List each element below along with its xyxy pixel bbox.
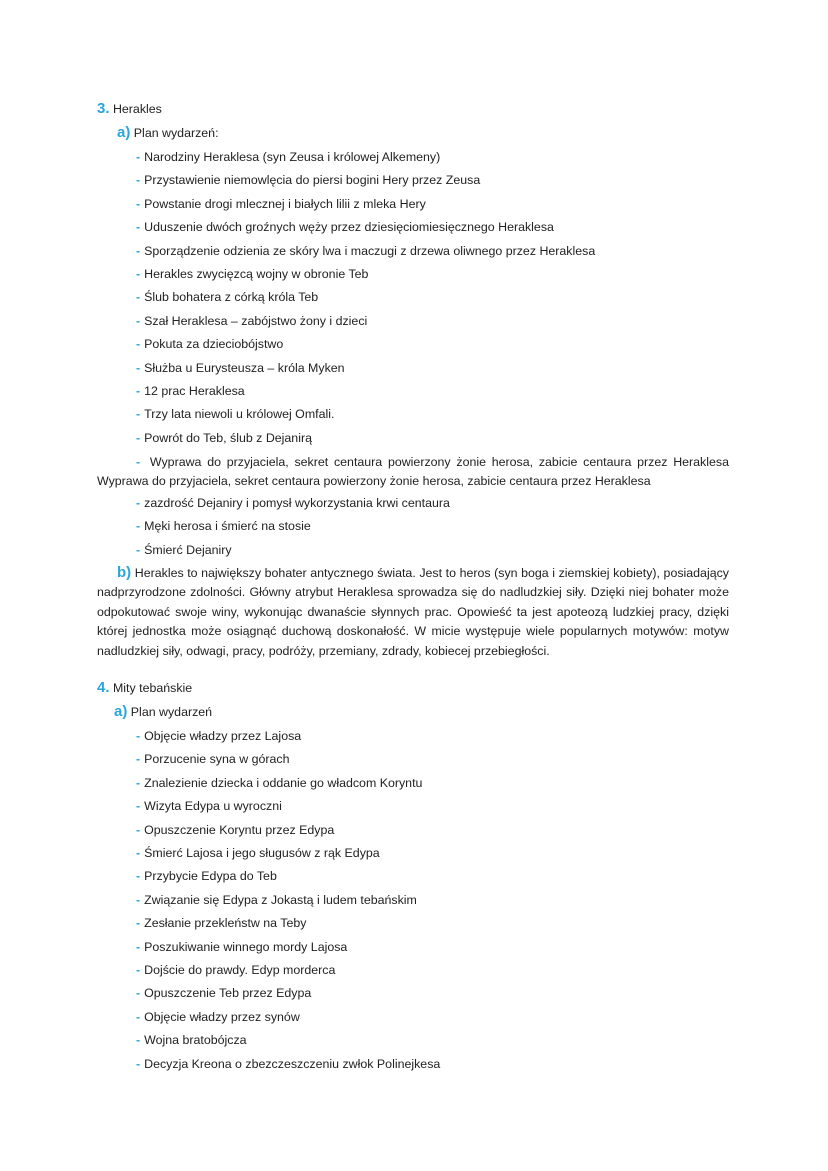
description-line-2: nadprzyrodzone zdolności. Główny atrybut Heraklesa sprowadza się do nadludzkiej siły. Dzięki niej bohater może <box>97 585 729 600</box>
list-item-text: Poszukiwanie winnego mordy Lajosa <box>144 939 348 954</box>
list-item <box>136 822 334 838</box>
subsection-label: Plan wydarzeń <box>130 705 213 719</box>
list-item-text: Powrót do Teb, ślub z Dejanirą <box>144 430 312 445</box>
bullet-dash: - <box>136 360 141 375</box>
bullet-dash: - <box>136 799 141 814</box>
bullet-dash: - <box>136 220 141 235</box>
bullet-dash: - <box>136 313 141 328</box>
bullet-dash: - <box>136 173 141 188</box>
bullet-dash: - <box>136 775 141 790</box>
list-item-text: Znalezienie dziecka i oddanie go władcom Koryntu <box>144 775 423 790</box>
description-line-3: odpokutować swoje winy, wykonując dwanaście słynnych prac. Opowieść ta jest apoteozą ludzkiej pracy, dzięki <box>97 604 729 619</box>
list-item-text: Wizyta Edypa u wyroczni <box>144 799 282 814</box>
list-item-text: Narodziny Heraklesa (syn Zeusa i królowej Alkemeny) <box>144 150 441 164</box>
list-item <box>136 845 380 861</box>
list-item <box>136 495 450 511</box>
list-item <box>136 915 306 931</box>
list-item-text: Uduszenie dwóch groźnych węży przez dziesięciomiesięcznego Heraklesa <box>144 220 554 235</box>
list-item <box>136 196 426 212</box>
list-item-text: Śmierć Dejaniry <box>144 542 232 557</box>
section-title: Herakles <box>112 102 162 116</box>
list-item <box>136 219 554 235</box>
list-item-text: Szał Heraklesa – zabójstwo żony i dzieci <box>144 313 368 328</box>
list-item-text: Porzucenie syna w górach <box>144 752 290 767</box>
list-item <box>136 430 312 446</box>
list-item-text: Przybycie Edypa do Teb <box>144 869 277 884</box>
list-item <box>136 868 277 884</box>
bullet-dash: - <box>136 1033 141 1048</box>
list-item <box>136 1009 300 1025</box>
description-line-5: nadludzkiej siły, odwagi, pracy, podróży, przemiany, zdrady, kobiecej przebiegłości. <box>97 643 550 658</box>
bullet-dash: - <box>136 939 141 954</box>
list-item <box>136 892 417 908</box>
section-3-description <box>97 563 729 661</box>
bullet-dash: - <box>136 243 141 258</box>
subsection-letter: a) <box>114 703 128 720</box>
section-3-long-item <box>97 453 729 492</box>
list-item-text: Męki herosa i śmierć na stosie <box>144 519 311 534</box>
list-item-text: 12 prac Heraklesa <box>144 384 245 398</box>
list-item <box>136 336 283 352</box>
bullet-dash: - <box>136 384 141 398</box>
list-item-text: Pokuta za dzieciobójstwo <box>144 337 284 352</box>
subsection-letter: b) <box>117 564 132 581</box>
list-item-text: Sporządzenie odzienia ze skóry lwa i maczugi z drzewa oliwnego przez Heraklesa <box>144 243 596 258</box>
bullet-dash: - <box>136 846 141 860</box>
list-item <box>136 289 318 305</box>
long-item-line-1 <box>97 453 729 472</box>
list-item <box>136 775 422 791</box>
description-line-4: której jednostka może osiągnąć duchową doskonałość. W micie występuje wiele popularnych motywów: motyw <box>97 624 729 639</box>
list-item <box>136 266 368 282</box>
long-item-text: Wyprawa do przyjaciela, sekret centaura powierzony żonie herosa, zabicie centaura przez Heraklesa <box>149 455 729 469</box>
bullet-dash: - <box>136 267 141 281</box>
list-item <box>136 1056 440 1072</box>
list-item-text: Decyzja Kreona o zbezczeszczeniu zwłok Polinejkesa <box>144 1056 441 1071</box>
list-item-text: Herakles zwycięzcą wojny w obronie Teb <box>144 267 369 281</box>
list-item-text: Opuszczenie Koryntu przez Edypa <box>144 822 335 837</box>
list-item <box>136 383 245 399</box>
list-item <box>136 728 301 744</box>
bullet-dash: - <box>136 196 141 211</box>
section-number: 3. <box>97 100 110 117</box>
list-item <box>136 962 335 978</box>
list-item-text: Przystawienie niemowlęcia do piersi bogini Hery przez Zeusa <box>144 173 481 188</box>
bullet-dash: - <box>136 729 141 743</box>
bullet-dash: - <box>136 1056 141 1071</box>
list-item-text: Powstanie drogi mlecznej i białych lilii z mleka Hery <box>144 196 426 211</box>
bullet-dash: - <box>136 430 141 445</box>
section-4-heading <box>97 680 192 696</box>
bullet-dash: - <box>136 1009 141 1024</box>
list-item-text: Wojna bratobójcza <box>144 1033 247 1048</box>
list-item-text: Objęcie władzy przez Lajosa <box>144 729 302 743</box>
list-item-text: Związanie się Edypa z Jokastą i ludem tebańskim <box>144 892 417 907</box>
list-item-text: Śmierć Lajosa i jego sługusów z rąk Edypa <box>144 846 380 860</box>
bullet-dash: - <box>136 869 141 884</box>
list-item <box>136 518 311 534</box>
list-item <box>136 751 289 767</box>
section-number: 4. <box>97 679 110 696</box>
bullet-dash: - <box>136 986 141 1001</box>
bullet-dash: - <box>136 337 141 352</box>
bullet-dash: - <box>136 916 141 931</box>
list-item-text: Dojście do prawdy. Edyp morderca <box>144 963 336 977</box>
bullet-dash: - <box>136 892 141 907</box>
list-item-text: Ślub bohatera z córką króla Teb <box>144 290 319 305</box>
list-item <box>136 313 367 329</box>
bullet-dash: - <box>136 290 141 305</box>
bullet-dash: - <box>136 150 141 164</box>
list-item <box>136 243 595 259</box>
section-3-subheading-a <box>117 125 219 141</box>
bullet-dash: - <box>136 455 141 469</box>
list-item-text: Zesłanie przekleństw na Teby <box>144 916 307 931</box>
list-item-text: Objęcie władzy przez synów <box>144 1009 300 1024</box>
list-item-text: Służba u Eurysteusza – króla Myken <box>144 360 345 375</box>
description-text: Herakles to największy bohater antycznego świata. Jest to heros (syn boga i ziemskiej kobiety), posiadający <box>134 566 729 580</box>
list-item <box>136 172 480 188</box>
description-line-1 <box>97 563 729 583</box>
subsection-label: Plan wydarzeń: <box>133 126 219 140</box>
list-item-text: Opuszczenie Teb przez Edypa <box>144 986 312 1001</box>
list-item <box>136 1032 247 1048</box>
bullet-dash: - <box>136 407 141 422</box>
list-item <box>136 360 345 376</box>
bullet-dash: - <box>136 496 141 510</box>
list-item <box>136 149 440 165</box>
list-item-text: Trzy lata niewoli u królowej Omfali. <box>144 407 335 422</box>
list-item-text: zazdrość Dejaniry i pomysł wykorzystania krwi centaura <box>144 496 450 510</box>
list-item <box>136 542 232 558</box>
bullet-dash: - <box>136 519 141 534</box>
bullet-dash: - <box>136 752 141 767</box>
bullet-dash: - <box>136 822 141 837</box>
list-item <box>136 985 311 1001</box>
list-item <box>136 939 347 955</box>
subsection-letter: a) <box>117 124 131 141</box>
section-3-heading <box>97 101 162 117</box>
bullet-dash: - <box>136 542 141 557</box>
long-item-line-2: Wyprawa do przyjaciela, sekret centaura powierzony żonie herosa, zabicie centaura przez Heraklesa <box>97 474 651 489</box>
section-title: Mity tebańskie <box>112 681 193 695</box>
bullet-dash: - <box>136 963 141 977</box>
list-item <box>136 798 282 814</box>
list-item <box>136 406 334 422</box>
section-4-subheading-a <box>114 704 212 720</box>
